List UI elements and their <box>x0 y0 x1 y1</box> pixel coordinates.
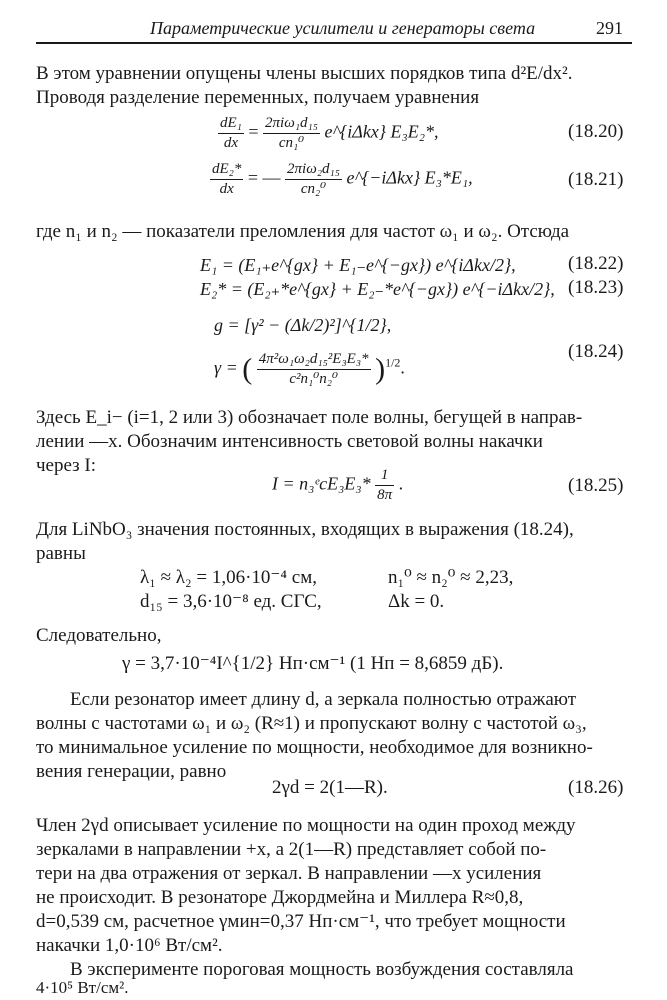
equation-number: (18.23) <box>568 277 624 298</box>
eq-rhs-numerator: 2πiω₂d₁₅ <box>285 160 342 180</box>
constant-dk: Δk = 0. <box>388 591 445 612</box>
text-line: Следовательно, <box>36 625 162 646</box>
equation-number: (18.25) <box>568 475 624 496</box>
eq-tail: e^{−iΔkx} E₃*E₁, <box>346 167 473 188</box>
text-line: тери на два отражения от зеркал. В направлении —x усиления <box>36 863 542 884</box>
equation-gamma-value: γ = 3,7·10⁻⁴I^{1/2} Нп·см⁻¹ (1 Нп = 8,6859 дБ). <box>122 653 504 674</box>
equation-number: (18.20) <box>568 121 624 142</box>
eq-lhs-denominator: dx <box>219 181 234 197</box>
text-line: Проводя разделение переменных, получаем уравнения <box>36 87 480 108</box>
text-line: Если резонатор имеет длину d, а зеркала полностью отражают <box>70 689 576 710</box>
text-line: где n₁ и n₂ — показатели преломления для частот ω₁ и ω₂. Отсюда <box>36 221 570 242</box>
eq-lhs-numerator: dE₁ <box>218 114 244 134</box>
header-title: Параметрические усилители и генераторы света <box>150 18 536 38</box>
constant-d15: d₁₅ = 3,6·10⁻⁸ ед. СГС, <box>140 591 322 612</box>
page-number: 291 <box>596 18 623 38</box>
eq-rhs-denominator: cn₂⁰ <box>300 181 327 197</box>
equation-g: g = [γ² − (Δk/2)²]^{1/2}, <box>214 315 392 335</box>
equation-number: (18.24) <box>568 341 624 362</box>
constant-lambda: λ₁ ≈ λ₂ = 1,06·10⁻⁴ см, <box>140 567 318 588</box>
text-line: 4·10⁵ Вт/см². <box>36 978 129 997</box>
equation-number: (18.21) <box>568 169 624 190</box>
eq-lhs-numerator: dE₂* <box>210 160 243 180</box>
text-line: В эксперименте пороговая мощность возбуждения составляла <box>70 959 574 980</box>
equation-number: (18.26) <box>568 777 624 798</box>
text-line: не происходит. В резонаторе Джордмейна и Миллера R≈0,8, <box>36 887 524 908</box>
header-rule <box>36 42 632 44</box>
eq-numerator: 1 <box>375 466 394 486</box>
eq-rhs-denominator: cn₁⁰ <box>278 135 305 151</box>
eq-rhs-numerator: 2πiω₁d₁₅ <box>263 114 320 134</box>
text-line: Здесь E_i− (i=1, 2 или 3) обозначает поле волны, бегущей в направ- <box>36 407 583 428</box>
text-line: то минимальное усиление по мощности, необходимое для возникно- <box>36 737 593 758</box>
equation-18-26: 2γd = 2(1—R). <box>272 777 388 798</box>
text-line: зеркалами в направлении +x, а 2(1—R) представляет собой по- <box>36 839 547 860</box>
equation-number: (18.22) <box>568 253 624 274</box>
equation-18-23: E₂* = (E₂₊*e^{gx} + E₂₋*e^{−gx}) e^{−iΔkx/2}, <box>200 279 555 299</box>
text-line: лении —x. Обозначим интенсивность световой волны накачки <box>36 431 543 452</box>
text-line: через I: <box>36 455 97 476</box>
text-line: Для LiNbO₃ значения постоянных, входящих в выражения (18.24), <box>36 519 574 540</box>
text-line: вения генерации, равно <box>36 761 227 782</box>
eq-denominator: 8π <box>377 487 393 503</box>
text-line: равны <box>36 543 86 564</box>
equation-18-22: E₁ = (E₁₊e^{gx} + E₁₋e^{−gx}) e^{iΔkx/2}, <box>200 255 516 275</box>
text-line: d=0,539 см, расчетное γмин=0,37 Нп·см⁻¹, что требует мощности <box>36 911 566 932</box>
constant-n: n₁⁰ ≈ n₂⁰ ≈ 2,23, <box>388 567 514 588</box>
eq-tail: e^{iΔkx} E₃E₂*, <box>324 121 439 142</box>
text-line: В этом уравнении опущены члены высших порядков типа d²E/dx². <box>36 63 573 84</box>
text-line: Член 2γd описывает усиление по мощности на один проход между <box>36 815 576 836</box>
text-line: накачки 1,0·10⁶ Вт/см². <box>36 935 223 956</box>
eq-denominator: c²n₁⁰n₂⁰ <box>289 371 338 387</box>
eq-numerator: 4π²ω₁ω₂d₁₅²E₃E₃* <box>257 350 371 370</box>
text-line: волны с частотами ω₁ и ω₂ (R≈1) и пропускают волну с частотой ω₃, <box>36 713 587 734</box>
eq-lhs-denominator: dx <box>223 135 239 151</box>
